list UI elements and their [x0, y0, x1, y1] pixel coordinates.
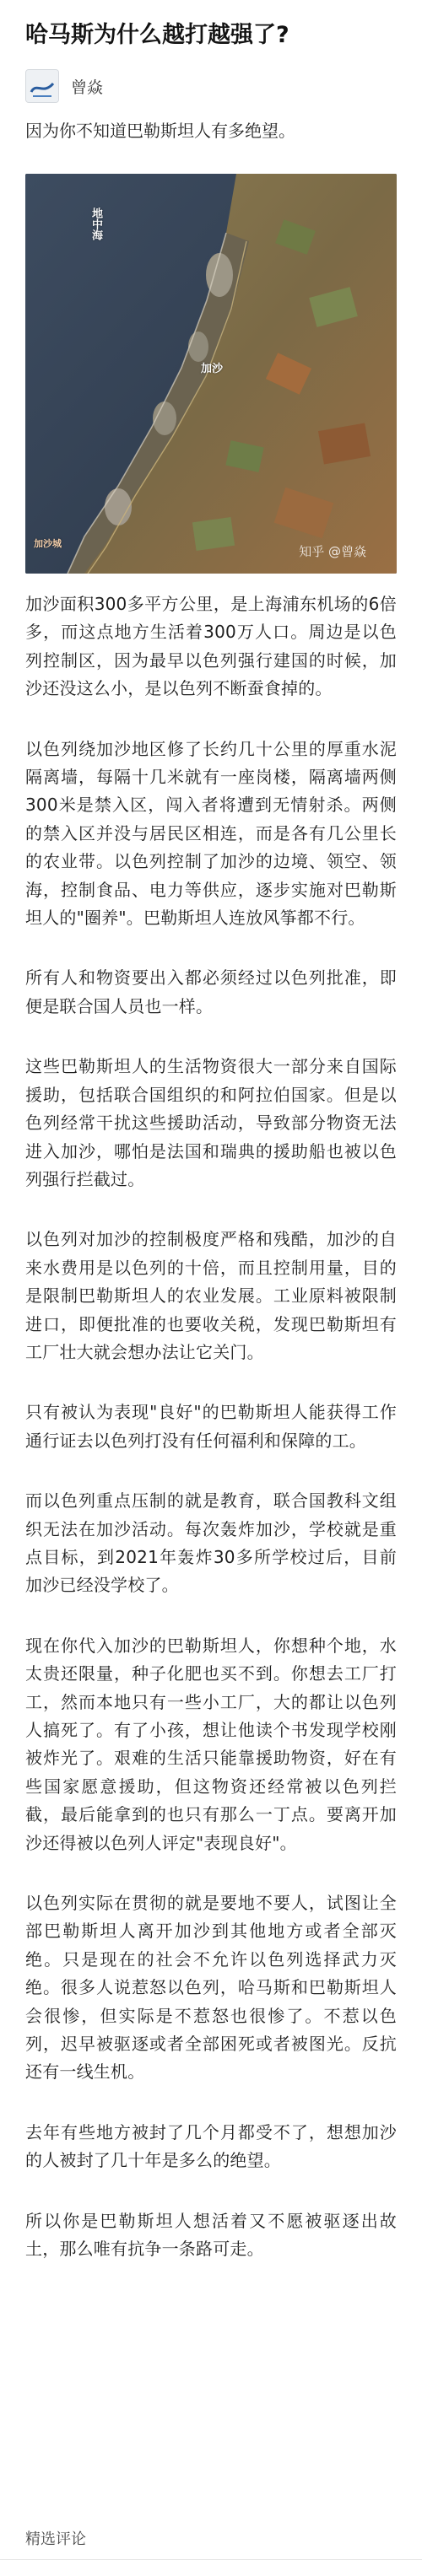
answer-paragraph: 以色列对加沙的控制极度严格和残酷，加沙的自来水费用是以色列的十倍，而且控制用量，目的是限制巴勒斯坦人的农业发展。工业原料被限制进口，即便批准的也要收关税，发现巴勒斯坦有工厂壮大就会想办法让它关门。: [25, 1229, 397, 1362]
author-avatar[interactable]: [25, 69, 59, 103]
question-title[interactable]: 哈马斯为什么越打越强了?: [25, 22, 289, 48]
answer-paragraph: 现在你代入加沙的巴勒斯坦人，你想种个地，水太贵还限量，种子化肥也买不到。你想去工厂打工，然而本地只有一些小工厂，大的都让以色列人搞死了。有了小孩，想让他读个书发现学校刚被炸光了。艰难的生活只能靠援助物资，好在有些国家愿意援助，但这物资还经常被以色列拦截，最后能拿到的也只有那么一丁点。要离开加沙还得被以色列人评定"表现良好"。: [25, 1635, 397, 1853]
featured-comments-tab[interactable]: 精选评论: [25, 2530, 86, 2548]
answer-paragraph: 去年有些地方被封了几个月都受不了，想想加沙的人被封了几十年是多么的绝望。: [25, 2121, 397, 2171]
map-label-territory: 加沙: [201, 363, 224, 375]
answer-body: [25, 590, 397, 2296]
answer-paragraph: 以色列绕加沙地区修了长约几十公里的厚重水泥隔离墙，每隔十几米就有一座岗楼，隔离墙两侧300米是禁入区，闯入者将遭到无情射杀。两侧的禁入区并没与居民区相连，而是各有几公里长的农业带。以色列控制了加沙的边境、领空、领海，控制食品、电力等供应，逐步实施对巴勒斯坦人的"圈养"。巴勒斯坦人连放风筝都不行。: [25, 738, 397, 929]
map-label-sea: 地中海: [89, 207, 102, 240]
answer-paragraph: 这些巴勒斯坦人的生活物资很大一部分来自国际援助，包括联合国组织的和阿拉伯国家。但是以色列经常干扰这些援助活动，导致部分物资无法进入加沙，哪怕是法国和瑞典的援助船也被以色列强行拦截过。: [25, 1056, 397, 1189]
satellite-map-image: [25, 174, 397, 574]
answer-paragraph: 只有被认为表现"良好"的巴勒斯坦人能获得工作通行证去以色列打没有任何福利和保障的工。: [25, 1402, 397, 1451]
answer-lead: 因为你不知道巴勒斯坦人有多绝望。: [25, 121, 295, 141]
map-label-city: 加沙城: [34, 538, 62, 549]
avatar-icon: [26, 70, 58, 102]
answer-paragraph: 而以色列重点压制的就是教育，联合国教科文组织无法在加沙活动。每次轰炸加沙，学校就是重点目标，到2021年轰炸30多所学校过后，目前加沙已经没学校了。: [25, 1490, 397, 1596]
author-row: [25, 69, 103, 103]
answer-paragraph: 加沙面积300多平方公里，是上海浦东机场的6倍多，而这点地方生活着300万人口。周边是以色列控制区，因为最早以色列强行建国的时候，加沙还没这么小，是以色列不断蚕食掉的。: [25, 594, 397, 699]
divider: [0, 2559, 422, 2560]
image-watermark: 知乎 @曾焱: [299, 544, 366, 559]
author-name[interactable]: 曾焱: [71, 78, 104, 97]
answer-paragraph: 所以你是巴勒斯坦人想活着又不愿被驱逐出故土，那么唯有抗争一条路可走。: [25, 2210, 397, 2260]
answer-paragraph: 所有人和物资要出入都必须经过以色列批准，即便是联合国人员也一样。: [25, 967, 397, 1016]
answer-paragraph: 以色列实际在贯彻的就是要地不要人，试图让全部巴勒斯坦人离开加沙到其他地方或者全部灭绝。只是现在的社会不允许以色列选择武力灭绝。很多人说惹怒以色列，哈马斯和巴勒斯坦人会很惨，但实际是不惹怒也很惨了。不惹以色列，迟早被驱逐或者全部困死或者被图光。反抗还有一线生机。: [25, 1893, 397, 2083]
